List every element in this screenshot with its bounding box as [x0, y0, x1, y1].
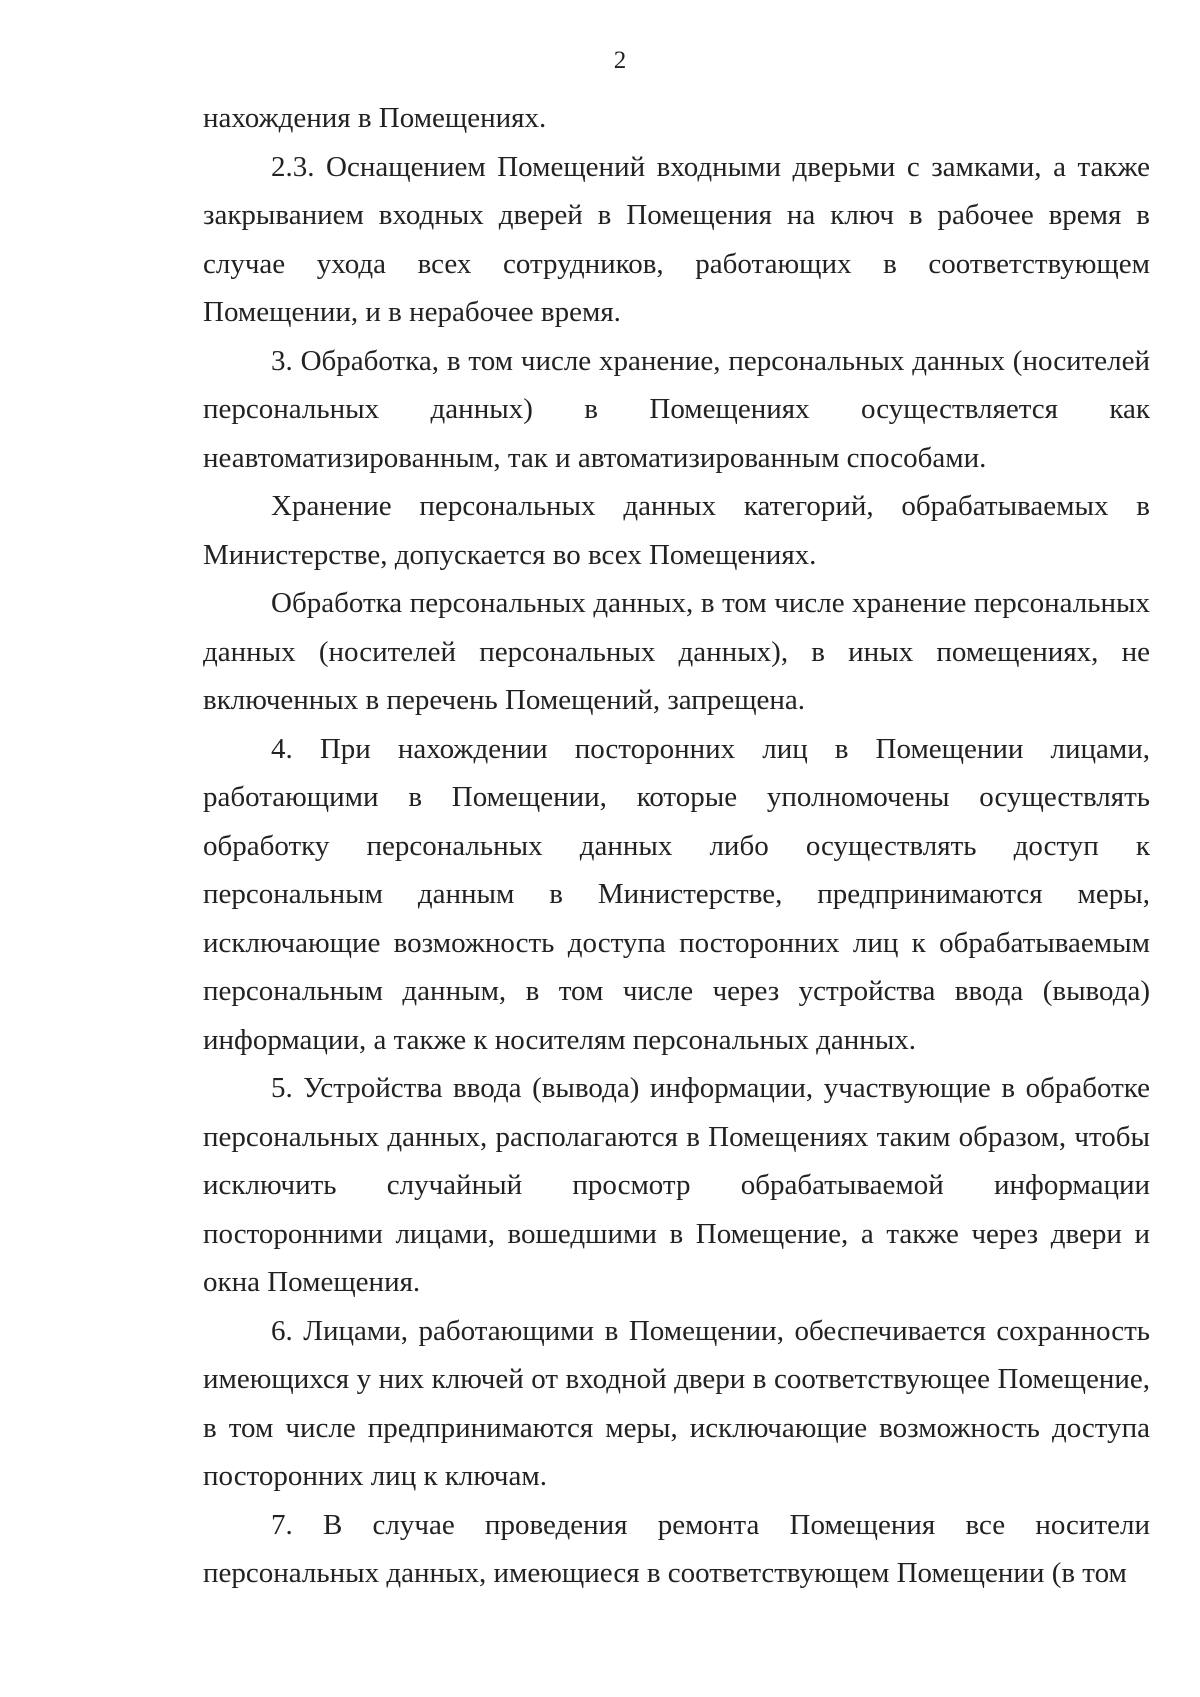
paragraph-4: 4. При нахождении посторонних лиц в Помещении лицами, работающими в Помещении, которые уполномочены осуществлять обработку персональных данных либо осуществлять доступ к персональным данным в Министерстве, предпринимаются меры, исключающие возможность доступа посторонних лиц к обрабатываемым персональным данным, в том числе через устройства ввода (вывода) информации, а также к носителям персональных данных.	[203, 732, 1150, 1056]
document-body	[203, 94, 1150, 1598]
paragraph-2-3: 2.3. Оснащением Помещений входными дверьми с замками, а также закрыванием входных дверей в Помещения на ключ в рабочее время в случае ухода всех сотрудников, работающих в соответствующем Помещении, и в нерабочее время.	[203, 150, 1150, 328]
paragraph-prohibition: Обработка персональных данных, в том числе хранение персональных данных (носителей персональных данных), в иных помещениях, не включенных в перечень Помещений, запрещена.	[203, 587, 1150, 716]
paragraph-continuation: нахождения в Помещениях.	[203, 102, 547, 134]
page-number: 2	[613, 47, 627, 74]
paragraph-6: 6. Лицами, работающими в Помещении, обеспечивается сохранность имеющихся у них ключей от входной двери в соответствующее Помещение, в том числе предпринимаются меры, исключающие возможность доступа посторонних лиц к ключам.	[203, 1314, 1150, 1492]
paragraph-7: 7. В случае проведения ремонта Помещения все носители персональных данных, имеющиеся в соответствующем Помещении (в том	[203, 1508, 1150, 1589]
paragraph-5: 5. Устройства ввода (вывода) информации, участвующие в обработке персональных данных, располагаются в Помещениях таким образом, чтобы исключить случайный просмотр обрабатываемой информации посторонними лицами, вошедшими в Помещение, а также через двери и окна Помещения.	[203, 1072, 1150, 1298]
paragraph-storage: Хранение персональных данных категорий, обрабатываемых в Министерстве, допускается во всех Помещениях.	[203, 490, 1150, 571]
paragraph-3: 3. Обработка, в том числе хранение, персональных данных (носителей персональных данных) в Помещениях осуществляется как неавтоматизированным, так и автоматизированным способами.	[203, 344, 1150, 474]
